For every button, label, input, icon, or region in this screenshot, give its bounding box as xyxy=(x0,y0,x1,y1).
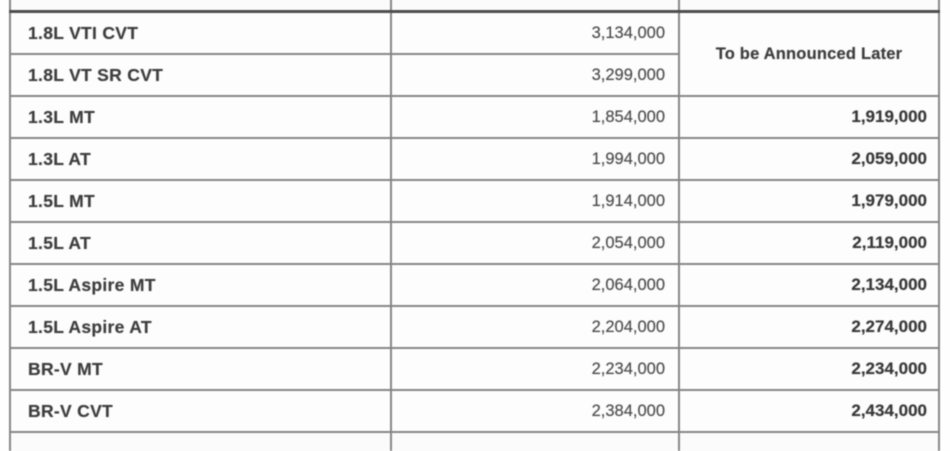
model-cell: 1.3L AT xyxy=(10,138,391,180)
merged-note-cell: To be Announced Later xyxy=(679,12,939,97)
table-row xyxy=(10,96,939,138)
table-row xyxy=(10,264,939,306)
cropped-footer-cell xyxy=(679,432,939,451)
model-cell: 1.3L MT xyxy=(10,96,391,138)
price-table xyxy=(9,0,940,451)
current-price-cell: 2,384,000 xyxy=(391,390,679,432)
model-cell: 1.5L MT xyxy=(10,180,391,222)
cropped-footer-cell xyxy=(10,432,391,451)
cropped-footer-row xyxy=(10,432,939,451)
current-price-cell: 3,134,000 xyxy=(391,12,679,55)
model-cell: BR-V CVT xyxy=(10,390,391,432)
new-price-cell: 2,059,000 xyxy=(679,138,939,180)
price-table-body xyxy=(10,0,939,451)
cropped-header-cell xyxy=(10,0,391,12)
table-row xyxy=(10,306,939,348)
current-price-cell: 1,994,000 xyxy=(391,138,679,180)
current-price-cell: 3,299,000 xyxy=(391,54,679,96)
current-price-cell: 2,234,000 xyxy=(391,348,679,390)
table-row xyxy=(10,348,939,390)
table-row xyxy=(10,138,939,180)
model-cell: 1.5L Aspire AT xyxy=(10,306,391,348)
cropped-header-row xyxy=(10,0,939,12)
cropped-header-cell xyxy=(391,0,679,12)
model-cell: 1.5L AT xyxy=(10,222,391,264)
new-price-cell: 2,434,000 xyxy=(679,390,939,432)
new-price-cell: 2,234,000 xyxy=(679,348,939,390)
table-row xyxy=(10,180,939,222)
new-price-cell: 2,119,000 xyxy=(679,222,939,264)
model-cell: 1.5L Aspire MT xyxy=(10,264,391,306)
model-cell: 1.8L VT SR CVT xyxy=(10,54,391,96)
current-price-cell: 1,914,000 xyxy=(391,180,679,222)
new-price-cell: 1,919,000 xyxy=(679,96,939,138)
table-row xyxy=(10,390,939,432)
table-row xyxy=(10,222,939,264)
cropped-header-cell xyxy=(679,0,939,12)
new-price-cell: 2,134,000 xyxy=(679,264,939,306)
model-cell: BR-V MT xyxy=(10,348,391,390)
current-price-cell: 2,204,000 xyxy=(391,306,679,348)
new-price-cell: 1,979,000 xyxy=(679,180,939,222)
model-cell: 1.8L VTI CVT xyxy=(10,12,391,55)
current-price-cell: 2,054,000 xyxy=(391,222,679,264)
current-price-cell: 2,064,000 xyxy=(391,264,679,306)
current-price-cell: 1,854,000 xyxy=(391,96,679,138)
cropped-footer-cell xyxy=(391,432,679,451)
new-price-cell: 2,274,000 xyxy=(679,306,939,348)
table-row xyxy=(10,12,939,55)
